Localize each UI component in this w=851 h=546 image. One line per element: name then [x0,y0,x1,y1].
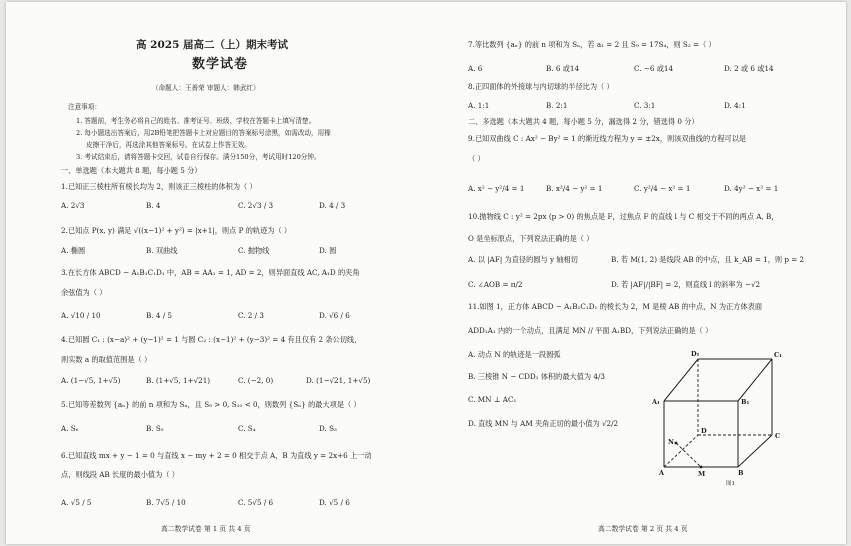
q2-option-b: B. 双曲线 [146,246,178,255]
notes-heading: 注意事项： [68,103,101,111]
q5-option-a: A. S₆ [61,424,79,433]
q11-stem: 11.如图 1，正方体 ABCD − A₁B₁C₁D₁ 的棱长为 2，M 是棱 AB 的中点，N 为正方体表面 [468,302,763,311]
q6-stem-cont: 点，则线段 AB 长度的最小值为（ ） [61,470,179,479]
q4-option-a: A. (1−√5, 1+√5) [61,376,121,385]
q7-option-a: A. 6 [468,64,483,73]
q6-option-a: A. √5 / 5 [61,498,92,507]
q9-option-a: A. x² − y²/4 = 1 [468,184,525,193]
q1-option-b: B. 4 [146,201,161,210]
label-b1: B₁ [741,398,750,406]
page-1 [6,2,446,544]
q9-stem-cont: （ ） [468,154,485,163]
subject-title: 数学试卷 [192,57,249,72]
q4-option-c: C. (−2, 0) [238,376,274,385]
q11-stem-cont: ADD₁A₁ 内的一个动点，且满足 MN // 平面 A₁BD，下列说法正确的是（ ） [468,326,713,335]
note-2-cont: 皮擦干净后，再选涂其他答案标号。在试卷上作答无效。 [86,141,251,149]
q1-option-c: C. 2√3 / 3 [238,201,274,210]
q11-option-b: B. 三棱锥 N − CDD₁ 体积的最大值为 4/3 [468,372,605,381]
q10-option-c: C. ∠AOB = π/2 [468,280,523,289]
exam-title: 高 2025 届高二（上）期末考试 [136,39,289,51]
q11-option-c: C. MN ⊥ AC₁ [468,395,517,404]
q7-stem: 7.等比数列 {aₙ} 的前 n 项和为 Sₙ，若 a₁ = 2 且 S₉ = 17S₄，则 S₃ =（ ） [468,40,716,49]
q11-option-d: D. 直线 MN 与 AM 夹角正切的最小值为 √2/2 [468,419,619,428]
segment-mn-hidden [676,443,701,467]
q4-option-b: B. (1+√5, 1+√21) [146,376,211,385]
footer-page-2: 高二数学试卷 第 2 页 共 4 页 [598,525,688,533]
section-multi-choice: 二、多选题（本大题共 4 题，每小题 5 分，漏选得 2 分，错选得 0 分） [468,117,699,126]
q10-option-a: A. 以 |AF| 为直径的圆与 y 轴相切 [468,255,578,264]
point-n [675,442,678,445]
figure-caption: 图1 [726,481,735,487]
section-single-choice: 一、单选题（本大题共 8 题，每小题 5 分） [61,166,202,175]
label-c: C [775,432,781,440]
exam-sheet [6,2,846,544]
q3-stem-cont: 余弦值为（ ） [61,288,107,297]
q6-stem: 6.已知直线 mx + y − 1 = 0 与直线 x − my + 2 = 0 相交于点 A，B 为直线 y = 2x+6 上一动 [61,451,372,460]
q3-stem: 3.在长方体 ABCD − A₁B₁C₁D₁ 中，AB = AA₁ = 1, AD = 2，则异面直线 AC, A₁D 的夹角 [61,268,360,277]
label-b: B [738,469,744,477]
q2-option-c: C. 抛物线 [238,246,270,255]
q10-stem: 10.抛物线 C : y² = 2px (p > 0) 的焦点是 F，过焦点 F 的直线 l 与 C 相交于不同的两点 A, B， [468,212,779,221]
q4-stem: 4.已知圆 C₁ : (x−a)² + (y−1)² = 1 与圆 C₂ : (x−1)² + (y−3)² = 4 有且仅有 2 条公切线， [61,335,362,344]
page-2 [446,2,846,544]
q9-option-d: D. 4y² − x² = 1 [724,184,779,193]
label-d1: D₁ [691,350,700,358]
q1-option-d: D. 4 / 3 [319,201,346,210]
q10-option-b: B. 若 M(1, 2) 是线段 AB 的中点，且 k_AB = 1，则 p = 2 [611,255,805,264]
q10-option-d: D. 若 |AF|/|BF| = 2，则直线 l 的斜率为 −√2 [611,280,761,289]
point-m [700,466,703,469]
q3-option-b: B. 4 / 5 [146,311,172,320]
label-a: A [659,469,665,477]
q8-option-a: A. 1:1 [468,101,490,110]
q2-option-d: D. 圆 [319,246,337,255]
q1-option-a: A. 2√3 [61,201,85,210]
q9-option-b: B. x²/4 − y² = 1 [546,184,603,193]
q9-stem: 9.已知双曲线 C : Ax² − By² = 1 的渐近线方程为 y = ±2x，则该双曲线的方程可以是 [468,134,747,143]
q7-option-b: B. 6 或14 [546,64,580,73]
q2-stem: 2.已知点 P(x, y) 满足 √((x−1)² + y²) = |x+1|，则点 P 的轨迹为（ ） [61,226,292,235]
q5-option-d: D. S₃ [319,424,337,433]
label-m: M [698,470,706,478]
label-a1: A₁ [652,398,660,406]
authors-line: （命题人：王善荣 审题人：韩武红） [152,84,260,92]
edge-b1-c1 [738,359,772,401]
q8-option-c: C. 3:1 [634,101,656,110]
q8-option-b: B. 2:1 [546,101,568,110]
q11-option-a: A. 动点 N 的轨迹是一段圆弧 [468,350,561,359]
label-d: D [701,427,707,435]
q5-option-c: C. S₄ [238,424,256,433]
edge-a1-d1 [664,359,698,401]
q7-option-d: D. 2 或 6 或14 [724,64,774,73]
q2-option-a: A. 椭圆 [61,246,86,255]
q7-option-c: C. −6 或14 [634,64,674,73]
note-2: 2. 每小题选出答案后，用2B铅笔把答题卡上对应题目的答案标号涂黑，如需改动，用橡 [76,129,331,137]
note-3: 3. 考试结束后，请将答题卡交回，试卷自行保存。满分150分，考试用时120分钟。 [76,153,321,161]
label-n: N [668,438,674,446]
q5-option-b: B. S₅ [146,424,164,433]
q8-stem: 8.正四面体的外接球与内切球的半径比为（ ） [468,82,614,91]
note-1: 1. 答题前，考生务必将自己的姓名、准考证号、班级、学校在答题卡上填写清楚。 [76,117,316,125]
q9-option-c: C. y²/4 − x² = 1 [634,184,691,193]
q3-option-c: C. 2 / 3 [238,311,264,320]
q3-option-d: D. √6 / 6 [319,311,350,320]
q8-option-d: D. 4:1 [724,101,746,110]
q5-stem: 5.已知等差数列 {aₙ} 的前 n 项和为 Sₙ，且 S₉ > 0, S₁₀ < 0，则数列 {Sₙ} 的最大项是（ ） [61,400,361,409]
q1-stem: 1.已知正三棱柱所有棱长均为 2，则该正三棱柱的体积为（ ） [61,182,257,191]
label-c1: C₁ [774,351,783,359]
q6-option-b: B. 7√5 / 10 [146,498,186,507]
footer-page-1: 高二数学试卷 第 1 页 共 4 页 [161,525,251,533]
q10-stem-cont: O 是坐标原点，下列说法正确的是（ ） [468,234,594,243]
edge-b-c [738,435,772,467]
q6-option-d: D. √5 / 6 [319,498,350,507]
cube-figure [646,347,796,487]
q4-option-d: D. (1−√21, 1+√5) [306,376,371,385]
q4-stem-cont: 则实数 a 的取值范围是（ ） [61,355,152,364]
q3-option-a: A. √10 / 10 [61,311,101,320]
q6-option-c: C. 5√5 / 6 [238,498,274,507]
